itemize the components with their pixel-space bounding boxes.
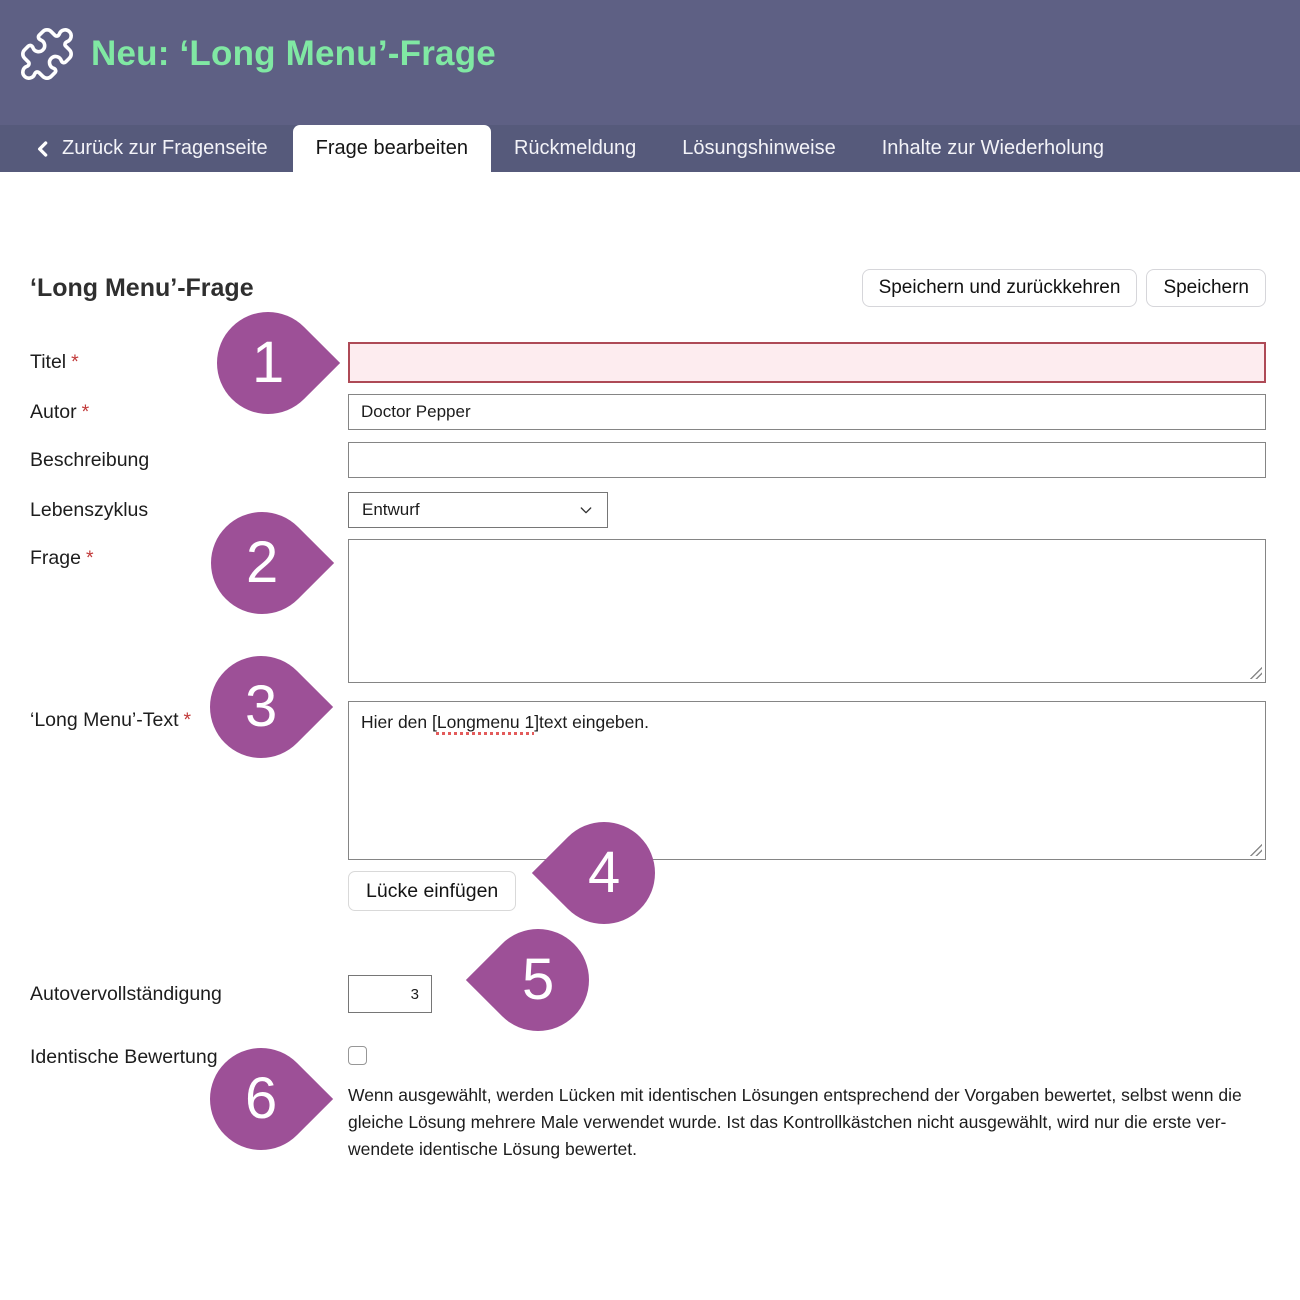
chevron-left-icon [35, 140, 51, 158]
resize-grip[interactable] [1249, 666, 1262, 679]
tab-frage-bearbeiten[interactable]: Frage bearbeiten [293, 125, 491, 172]
longmenu-text-label: ‘Long Menu’-Text * [30, 709, 192, 731]
required-asterisk: * [183, 709, 192, 731]
longmenu-text-before: Hier den [ [361, 712, 437, 732]
autor-label: Autor * [30, 400, 90, 423]
annotation-pin-2: 2 [190, 491, 334, 635]
back-link-label: Zurück zur Fragenseite [62, 137, 268, 159]
annotation-pin-3: 3 [189, 635, 333, 779]
app-title: Neu: ‘Long Menu’-Frage [91, 33, 496, 73]
content-area [0, 269, 1300, 1163]
app-header [0, 0, 1300, 125]
beschreibung-input[interactable] [348, 442, 1266, 478]
chevron-down-icon [578, 502, 594, 518]
identische-bewertung-field [348, 1046, 1242, 1163]
longmenu-text-after: ]text eingeben. [534, 712, 649, 732]
lebenszyklus-label: Lebenszyklus [30, 498, 149, 521]
resize-grip[interactable] [1249, 843, 1262, 856]
tab-rueckmeldung[interactable]: Rückmeldung [513, 137, 637, 159]
annotation-pin-4: 4 [532, 801, 676, 945]
lebenszyklus-select[interactable] [348, 492, 608, 528]
luecke-einfuegen-button[interactable]: Lücke einfügen [348, 871, 516, 911]
save-button[interactable]: Speichern [1146, 269, 1266, 307]
titel-input[interactable] [348, 342, 1266, 383]
required-asterisk: * [71, 351, 79, 373]
identische-bewertung-help: Wenn ausgewählt, werden Lücken mit identischen Lösungen entsprechend der Vorgaben bewertet, selbst wenn die gleiche Lösung mehrere Male verwendet wurde. Ist das Kontrollkästchen nicht ausgewählt, wird nur die erste ver- wendete identische Lösung bewertet. [348, 1085, 1242, 1159]
back-to-question-page-link[interactable] [35, 125, 268, 172]
save-and-return-button[interactable]: Speichern und zurückkehren [862, 269, 1138, 307]
required-asterisk: * [81, 400, 90, 423]
identische-bewertung-label: Identische Bewertung [30, 1046, 218, 1068]
question-form [30, 342, 1266, 1163]
tab-bar [0, 125, 1300, 172]
puzzle-icon [18, 25, 76, 83]
identische-bewertung-checkbox[interactable] [348, 1046, 367, 1065]
page-title: ‘Long Menu’-Frage [30, 273, 254, 302]
select-value: Entwurf [362, 500, 420, 519]
form-actions [862, 269, 1266, 307]
annotation-pin-6: 6 [189, 1027, 333, 1171]
frage-textarea[interactable] [348, 539, 1266, 683]
annotation-pin-1: 1 [196, 291, 340, 435]
required-asterisk: * [85, 547, 94, 569]
titel-label: Titel * [30, 351, 79, 373]
longmenu-textarea[interactable] [348, 701, 1266, 860]
autor-input[interactable] [348, 394, 1266, 430]
tab-loesungshinweise[interactable]: Lösungshinweise [682, 137, 836, 159]
beschreibung-label: Beschreibung [30, 448, 150, 471]
annotation-pin-5: 5 [466, 908, 610, 1052]
tab-inhalte-zur-wiederholung[interactable]: Inhalte zur Wiederholung [881, 137, 1105, 159]
longmenu-text-misspelled: Longmenu 1 [436, 712, 535, 732]
autovervollstaendigung-label: Autovervollständigung [30, 982, 222, 1005]
autovervollstaendigung-input[interactable] [348, 975, 432, 1013]
frage-label: Frage * [30, 547, 94, 569]
